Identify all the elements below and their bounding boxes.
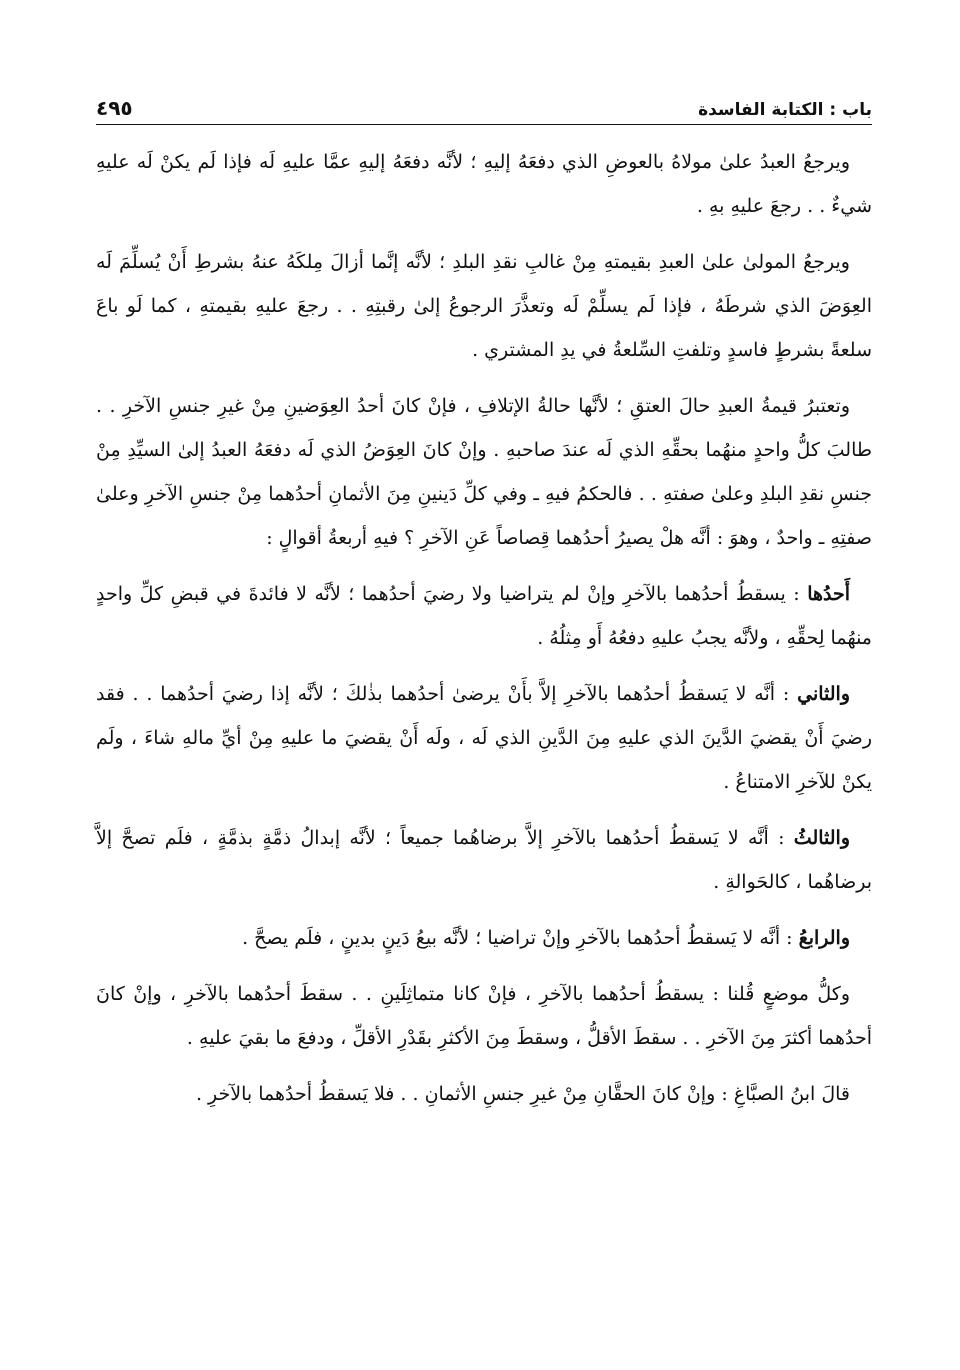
paragraph-text: ويرجعُ المولىٰ علىٰ العبدِ بقيمتهِ مِنْ غالبِ نقدِ البلدِ ؛ لأنَّه إنَّما أزالَ مِلكَهُ عنهُ بشرطِ أَنْ يُسلِّمَ لَه العِوَضَ الذي شرطَهُ ، فإذا لَم يسلِّمْ لَه وتعذَّرَ الرجوعُ إلىٰ رقبتِهِ . . رجعَ عليهِ بقيمتهِ ، كما لَو باعَ سلعةً بشرطٍ فاسدٍ وتلفتِ السِّلعةُ في يدِ المشتري . [96, 251, 872, 361]
paragraph [96, 240, 872, 372]
paragraph [96, 572, 872, 660]
paragraph-text: : أنَّه لا يَسقطُ أحدُهما بالآخرِ إلاَّ بأَنْ يرضىٰ أحدُهما بذٰلكَ ؛ لأنَّه إذا رضيَ أحدُهما . . فقد رضيَ أَنْ يقضيَ الدَّينَ الذي عليهِ مِنَ الدَّينِ الذي لَه ، ولَه أَنْ يقضيَ ما عليهِ مِنْ أيِّ مالهِ شاءَ ، ولَم يكنْ للآخرِ الامتناعُ . [96, 683, 872, 793]
paragraph-text: قالَ ابنُ الصبَّاغِ : وإنْ كانَ الحقَّانِ مِنْ غيرِ جنسِ الأثمانِ . . فلا يَسقطُ أحدُهما بالآخرِ . [195, 1083, 850, 1105]
paragraph-text: وكلُّ موضعٍ قُلنا : يسقطُ أحدُهما بالآخرِ ، فإنْ كانا متماثِلَينِ . . سقطَ أحدُهما بالآخرِ ، وإنْ كانَ أحدُهما أكثرَ مِنَ الآخرِ . . سقطَ الأقلُّ ، وسقطَ مِنَ الأكثرِ بقَدْرِ الأقلِّ ، ودفعَ ما بقيَ عليهِ . [96, 983, 872, 1049]
paragraph-text: : أنَّه لا يَسقطُ أحدُهما بالآخرِ وإنْ تراضيا ؛ لأنَّه بيعُ دَينٍ بدينٍ ، فلَم يصحَّ . [242, 927, 799, 949]
page-header [96, 86, 872, 125]
paragraph-lead: والثالثُ [793, 827, 850, 849]
paragraph-text: : يسقطُ أحدُهما بالآخرِ وإنْ لم يتراضيا ولا رضيَ أحدُهما ؛ لأنَّه لا فائدةَ في قبضِ كلِّ واحدٍ منهُما لِحقِّهِ ، ولأنَّه يجبُ عليهِ دفعُهُ أَو مِثلُهُ . [96, 583, 872, 649]
paragraph-text: : أنَّه لا يَسقطُ أحدُهما بالآخرِ إلاَّ برضاهُما جميعاً ؛ لأنَّه إبدالُ ذمَّةٍ بذمَّةٍ ، فلَم تصحَّ إلاَّ برضاهُما ، كالحَوالةِ . [96, 827, 872, 893]
chapter-title: باب : الكتابة الفاسدة [698, 100, 872, 120]
paragraph-text: ويرجعُ العبدُ علىٰ مولاهُ بالعوضِ الذي دفعَهُ إليهِ ؛ لأنَّه دفعَهُ إليهِ عمَّا عليهِ لَه فإذا لَم يكنْ لَه عليهِ شيءٌ . . رجعَ عليهِ بهِ . [96, 151, 872, 217]
paragraph-lead: والرابعُ [798, 927, 850, 949]
paragraph [96, 916, 872, 960]
paragraph [96, 672, 872, 804]
paragraph [96, 972, 872, 1060]
paragraph-lead: أَحدُها [807, 583, 850, 605]
page-number: ٤٩٥ [96, 96, 133, 120]
paragraph-text: وتعتبرُ قيمةُ العبدِ حالَ العتقِ ؛ لأنَّها حالةُ الإتلافِ ، فإنْ كانَ أحدُ العِوَضينِ مِنْ غيرِ جنسِ الآخرِ . . طالبَ كلُّ واحدٍ منهُما بحقِّهِ الذي لَه عندَ صاحبهِ . وإنْ كانَ العِوَضُ الذي لَه دفعَهُ العبدُ إلىٰ السيِّدِ مِنْ جنسِ نقدِ البلدِ وعلىٰ صفتهِ . . فالحكمُ فيهِ ـ وفي كلِّ دَينينِ مِنَ الأثمانِ أحدُهما مِنْ جنسِ الآخرِ وعلىٰ صفتِهِ ـ واحدٌ ، وهوَ : أنَّه هلْ يصيرُ أحدُهما قِصاصاً عَنِ الآخرِ ؟ فيهِ أربعةُ أقوالٍ : [96, 395, 872, 549]
paragraph-lead: والثاني [797, 683, 850, 705]
paragraph [96, 1072, 872, 1116]
paragraph [96, 384, 872, 560]
page-body [96, 140, 872, 1128]
paragraph [96, 816, 872, 904]
paragraph [96, 140, 872, 228]
